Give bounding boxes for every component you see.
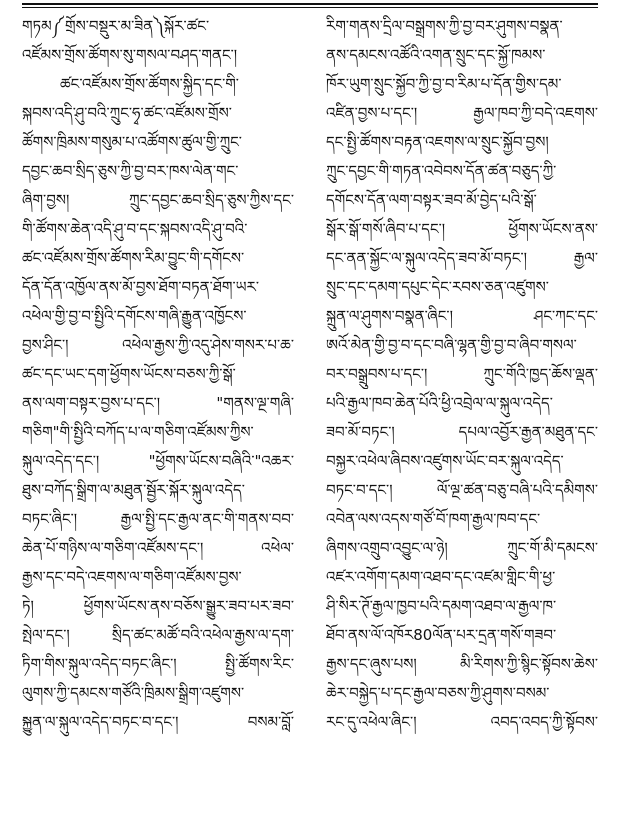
text-line: སྤེལ་དང་། སྲིད་ཚང་མཚོ་བའི་འཕེལ་རྒྱས་ལ་དག་ [22, 626, 294, 644]
text-line: ཨའོ་མེན་གྱི་བྱ་བ་དང་བཞི་ལྷན་གྱི་བྱ་བ་ཞིབ་གསལ་ [326, 336, 577, 354]
text-line: ལུགས་ཀྱི་དམངས་གཙོའི་ཁྲིམས་སྒྲིག་འཛུགས་ [22, 684, 245, 702]
text-line: སྐབས་འདི་ཤུ་བའི་ཀྲུང་ཧྭ་ཚང་འཛོམས་གྲོས་ [22, 104, 232, 122]
right-column [326, 12, 598, 737]
text-line: སྐྲུན་ལ་ཤུགས་བསྣན་ཞིང་། ཤང་ཀང་དང་ [326, 307, 598, 325]
text-line: ཞིགས་འགྲུབ་འབྱུང་ལ་ཉེ། ཀྲུང་གོ་མི་དམངས་ [326, 539, 598, 557]
paragraph-start-line: ཚང་འཛོམས་གྲོས་ཚོགས་སྐྱིད་དང་གི་ [60, 75, 239, 93]
text-line: དབྱང་ཆབ་སྲིད་ཅུས་ཀྱི་བྱ་བར་ཁས་ལེན་གང་ [22, 162, 239, 180]
text-line: ཁོར་ཡུག་སྲུང་སྐྱོབ་ཀྱི་བྱ་བ་རིམ་པ་དོན་གྱིས་དམ་ [326, 75, 562, 93]
text-line: རིག་གནས་དྲིལ་བསྒྲགས་ཀྱི་བྱ་བར་ཤུགས་བསྣན་ [326, 17, 563, 35]
text-line: ཏེ། ཕྱོགས་ཡོངས་ནས་བཅོས་སྒྱུར་ཟབ་པར་ཟབ་ [22, 597, 294, 615]
text-line: ཐོབ་ནས་ལོ་འཁོར80ལོན་པར་དྲན་གསོ་གཟབ་ [326, 626, 557, 644]
text-line: བར་བསྒྲུབས་པ་དང་། ཀྲུང་གོའི་ཁྱད་ཆོས་ལྡན་ [326, 365, 598, 383]
text-line: རྒྱས་དང་བདེ་འཇགས་ལ་གཅིག་འཛོམས་བྱས་ [22, 568, 242, 586]
text-line: ཆེར་བསྐྱེད་པ་དང་རྒྱལ་བཅས་ཀྱི་ཤུགས་བསམ་ [326, 684, 550, 702]
text-line: སྒོར་སྒོ་གསོ་ཞིབ་པ་དང་། ཕྱོགས་ཡོངས་ནས་ [326, 220, 598, 238]
text-line: དགོངས་དོན་ལག་བསྟར་ཟབ་མོ་བྱེད་པའི་སྒོ་ [326, 191, 537, 209]
text-line: ཚང་འཛོམས་གྲོས་ཚོགས་རིམ་བྱུང་གི་དགོངས་ [22, 249, 245, 267]
left-column [22, 12, 294, 737]
text-line: ཞིག་བྱས། ཀྲུང་དབྱང་ཆབ་སྲིད་ཅུས་ཀྱིས་དང་ [22, 191, 294, 209]
text-line: ནས་ལག་བསྟར་བྱས་པ་དང་། "གནས་ལྔ་གཞི་ [22, 394, 294, 412]
text-line: དོན་དོན་འཁྱོལ་ནས་མོ་བྱས་ཐོག་བཏན་ཐོག་ཡར་ [22, 278, 259, 296]
text-line: སྲུང་དང་དམག་དཔུང་དེང་རབས་ཅན་འཛུགས་ [326, 278, 549, 296]
text-line: གཅིག"གི་སྤྱིའི་བཀོད་པ་ལ་གཅིག་འཛོམས་ཀྱིས་ [22, 423, 254, 441]
top-rule-thin [22, 7, 598, 8]
text-line: བཏང་བ་དང་། ལོ་ལྔ་ཚན་བཅུ་བཞི་པའི་དམིགས་ [326, 481, 598, 499]
text-line: འཛིན་བྱས་པ་དང་། རྒྱལ་ཁབ་ཀྱི་བདེ་འཇགས་ [326, 104, 598, 122]
text-line: ཏིག་གིས་སྐུལ་འདེད་བཏང་ཞིང་། སྤྱི་ཚོགས་རིང་ [22, 655, 294, 673]
text-line: ནས་དམངས་འཚོའི་འགན་སྲུང་དང་སྐྱོ་ཁམས་ [326, 46, 546, 64]
text-line: རང་དུ་འཕེལ་ཞིང་། འབད་འབད་ཀྱི་སྟོབས་ [326, 713, 598, 731]
text-line: རྒྱས་དང་ཞུས་པས། མི་རིགས་ཀྱི་སྙིང་སྟོབས་ཆེས་ [326, 655, 598, 673]
text-line: དང་ནན་སྐྱོང་ལ་སྐུལ་འདེད་ཟབ་མོ་བཏང་། རྒྱལ་ [326, 249, 598, 267]
text-line: ཐུས་བཀོད་སྒྲིག་ལ་མཐུན་སྦྱོར་སྐོར་སྐུལ་འདེད་ [22, 481, 245, 499]
text-line: ཆེན་པོ་གཉིས་ལ་གཅིག་འཛོམས་དང་། འཕེལ་ [22, 539, 294, 557]
text-line: བསྐྱར་འཕེལ་ཞིབས་འཛུགས་ཡོང་བར་སྐུལ་འདེད་ [326, 452, 564, 470]
text-line: དང་སྤྱི་ཚོགས་བརྟན་འཇགས་ལ་སྲུང་སྐྱོབ་བྱས། [326, 133, 549, 151]
text-line: འཛོམས་གྲོས་ཚོགས་སུ་གསལ་བཤད་གནང་། [22, 46, 238, 64]
text-line: འབེན་ལས་འདས་གཙོ་བོ་ཁག་རྒྱལ་ཁབ་དང་ [326, 510, 541, 528]
text-line: ཀྲུང་དབྱང་གི་གཏན་འབེབས་དོན་ཚན་བཅུད་ཀྱི་ [326, 162, 557, 180]
text-line: སྐུལ་འདེད་དང་། "ཕྱོགས་ཡོངས་བཞིའི་"འཆར་ [22, 452, 294, 470]
top-rule [22, 3, 598, 5]
text-line: ཚང་དང་ཡང་དག་ཕྱོགས་ཡོངས་བཅས་ཀྱི་སྒོ་ [22, 365, 236, 383]
text-line: གི་ཚོགས་ཆེན་འདི་ཤུ་བ་དང་སྐབས་འདི་ཤུ་བའི་ [22, 220, 248, 238]
text-line: ཟབ་མོ་བཏང་། དཔལ་འབྱོར་རྒྱན་མཐུན་དང་ [326, 423, 598, 441]
text-line: ཤི་སིར་ཊོ་རྒྱལ་ཁྱབ་པའི་དམག་འཐབ་ལ་རྒྱལ་ཁ་ [326, 597, 557, 615]
text-line: བཏང་ཞིང་། རྒྱལ་སྤྱི་དང་རྒྱལ་ནང་གི་གནས་བབ་ [22, 510, 294, 528]
text-line: འཕེལ་གྱི་བྱ་བ་སྤྱིའི་དགོངས་གཞི་རྒྱུན་འཁྱོངས་ [22, 307, 247, 325]
text-line: ཚོགས་ཁྲིམས་གསུམ་པ་འཚོགས་ཚུལ་གྱི་ཀྲུང་ [22, 133, 242, 151]
text-line: བྱས་ཤིང་། འཕེལ་རྒྱས་ཀྱི་འདུ་ཤེས་གསར་པ་ཆ་ [22, 336, 294, 354]
text-line: གཏམ༼གྲོས་བསྡུར་མ་ཟིན༽སྐོར་ཚང་ [22, 17, 210, 35]
text-line: སྐྱུན་ལ་སྐུལ་འདེད་བཏང་བ་དང་། བསམ་བློ་ [22, 713, 294, 731]
text-line: པའི་རྒྱལ་ཁབ་ཆེན་པོའི་ཕྱི་འབྲེལ་ལ་སྐུལ་འདེད་ [326, 394, 553, 412]
text-line: འཛར་འགོག་དམག་འཐབ་དང་འཛམ་གླིང་གི་ཕྱ་ [326, 568, 556, 586]
